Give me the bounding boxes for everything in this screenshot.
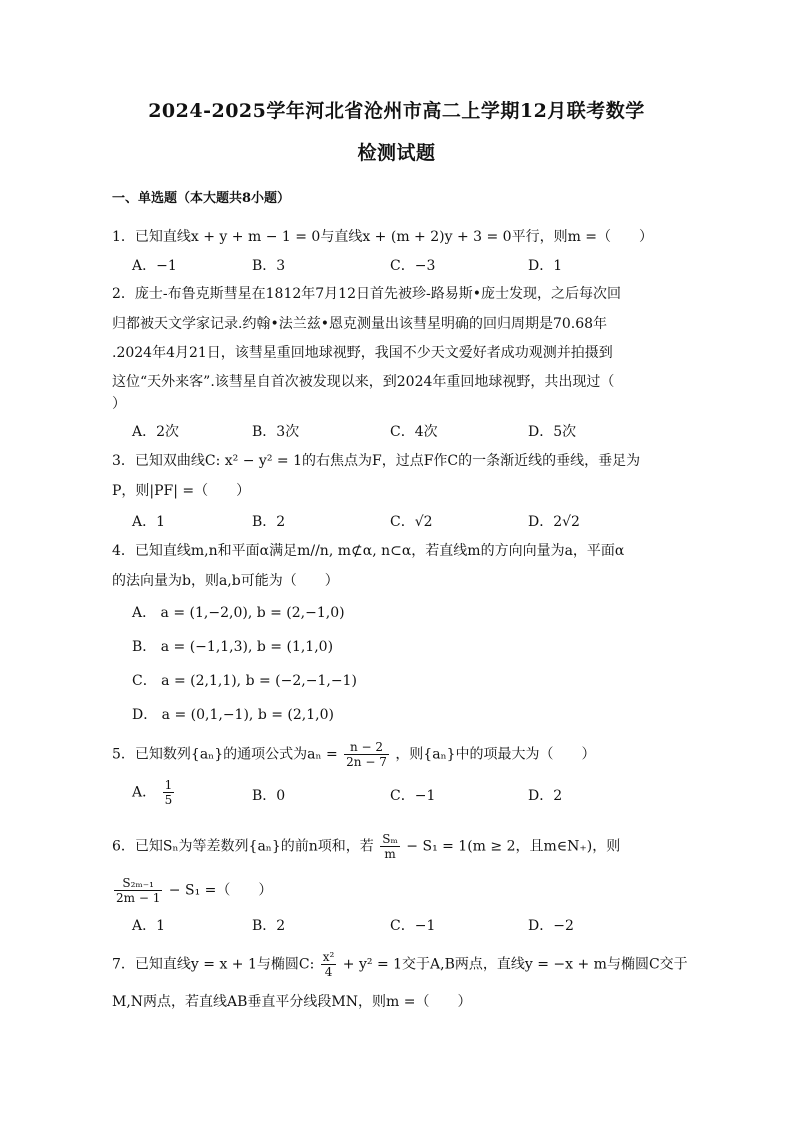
q4-option-b: B． a = (−1,1,3), b = (1,1,0) <box>132 639 334 655</box>
question-5-options <box>132 778 692 807</box>
q2-option-a: A．2次 <box>132 424 180 440</box>
q5-suffix: ，则{aₙ}中的项最大为（ ） <box>395 746 596 763</box>
q5-option-a-numerator: 1 <box>164 778 173 792</box>
q3-option-c: C．√2 <box>390 514 433 530</box>
q4-option-a: A． a = (1,−2,0), b = (2,−1,0) <box>132 605 345 621</box>
q6-suffix: − S₁ = 1(m ≥ 2，且m∈N₊)，则 <box>406 838 621 855</box>
q6-fraction-2-denominator: 2m − 1 <box>116 891 161 905</box>
q6-fraction <box>380 832 400 861</box>
question-6-line-1 <box>112 832 620 861</box>
q6-fraction-2 <box>114 876 162 905</box>
q4-option-d: D． a = (0,1,−1), b = (2,1,0) <box>132 707 334 723</box>
exam-title: 2024-2025学年河北省沧州市高二上学期12月联考数学 <box>148 100 645 122</box>
q2-option-b: B．3次 <box>252 424 300 440</box>
q7-prefix: 7．已知直线y = x + 1与椭圆C: <box>112 956 315 973</box>
q6-option-a: A．1 <box>132 918 166 934</box>
q6-prefix: 6．已知Sₙ为等差数列{aₙ}的前n项和，若 <box>112 838 374 855</box>
q1-option-d: D．1 <box>528 258 563 274</box>
question-2-options <box>132 422 692 442</box>
q1-option-c: C．−3 <box>390 258 436 274</box>
question-3-line-2: P，则|PF| =（ ） <box>112 483 251 499</box>
q3-option-d: D．2√2 <box>528 514 580 530</box>
q5-fraction-denominator: 2n − 7 <box>346 755 387 769</box>
question-2-line-2: 归都被天文学家记录.约翰•法兰兹•恩克测量出该彗星明确的回归周期是70.68年 <box>112 316 608 332</box>
section-heading: 一、单选题（本大题共8小题） <box>112 191 291 206</box>
q1-option-b: B．3 <box>252 258 286 274</box>
question-6-options <box>132 916 692 936</box>
q7-suffix: + y² = 1交于A,B两点，直线y = −x + m与椭圆C交于 <box>342 956 688 973</box>
question-2-line-5: ） <box>112 396 126 412</box>
question-2-line-4: 这位“天外来客”.该彗星自首次被发现以来，到2024年重回地球视野，共出现过（ <box>112 374 615 390</box>
q1-option-a: A．−1 <box>132 258 177 274</box>
question-1-text: 1．已知直线x + y + m − 1 = 0与直线x + (m + 2)y + 3 = 0平行，则m =（ ） <box>112 229 654 245</box>
q2-option-d: D．5次 <box>528 424 577 440</box>
q7-fraction-denominator: 4 <box>324 965 333 979</box>
exam-subtitle: 检测试题 <box>357 142 436 164</box>
q5-option-a-denominator: 5 <box>164 793 173 807</box>
question-3-options <box>132 512 692 532</box>
question-2-line-1: 2．庞士-布鲁克斯彗星在1812年7月12日首先被珍-路易斯•庞士发现，之后每次回 <box>112 286 621 302</box>
q5-option-b: B．0 <box>252 788 286 804</box>
q3-option-a: A．1 <box>132 514 166 530</box>
question-5-text <box>112 740 596 769</box>
q7-fraction <box>321 950 337 979</box>
q7-fraction-numerator: x² <box>322 950 335 964</box>
q5-option-a <box>132 778 176 807</box>
question-4-line-1: 4．已知直线m,n和平面α满足m//n, m⊄α, n⊂α，若直线m的方向向量为a，平面α <box>112 543 625 559</box>
question-2-line-3: .2024年4月21日，该彗星重回地球视野，我国不少天文爱好者成功观测并拍摄到 <box>112 345 613 361</box>
q5-fraction <box>344 740 389 769</box>
q6-option-d: D．−2 <box>528 918 574 934</box>
q2-option-c: C．4次 <box>390 424 438 440</box>
question-6-line-2 <box>112 876 272 905</box>
q5-option-a-label: A． <box>132 784 157 801</box>
question-1-options <box>132 256 692 276</box>
q6-fraction-denominator: m <box>384 847 396 861</box>
q4-option-c: C． a = (2,1,1), b = (−2,−1,−1) <box>132 673 357 689</box>
q5-option-a-fraction <box>163 778 175 807</box>
q5-option-d: D．2 <box>528 788 563 804</box>
q6-fraction-numerator: Sₘ <box>382 832 398 846</box>
question-3-line-1: 3．已知双曲线C: x² − y² = 1的右焦点为F，过点F作C的一条渐近线的垂线，垂足为 <box>112 453 641 469</box>
q6-fraction-2-numerator: S₂ₘ₋₁ <box>114 876 162 891</box>
q5-prefix: 5．已知数列{aₙ}的通项公式为aₙ = <box>112 746 338 763</box>
question-7-line-2: M,N两点，若直线AB垂直平分线段MN，则m =（ ） <box>112 994 472 1010</box>
q3-option-b: B．2 <box>252 514 286 530</box>
q6-option-c: C．−1 <box>390 918 436 934</box>
q6-option-b: B．2 <box>252 918 286 934</box>
question-7-line-1 <box>112 950 688 979</box>
q5-fraction-numerator: n − 2 <box>344 740 389 755</box>
question-4-line-2: 的法向量为b，则a,b可能为（ ） <box>112 573 339 589</box>
q5-option-c: C．−1 <box>390 788 436 804</box>
q6-suffix-2: − S₁ =（ ） <box>168 882 273 899</box>
